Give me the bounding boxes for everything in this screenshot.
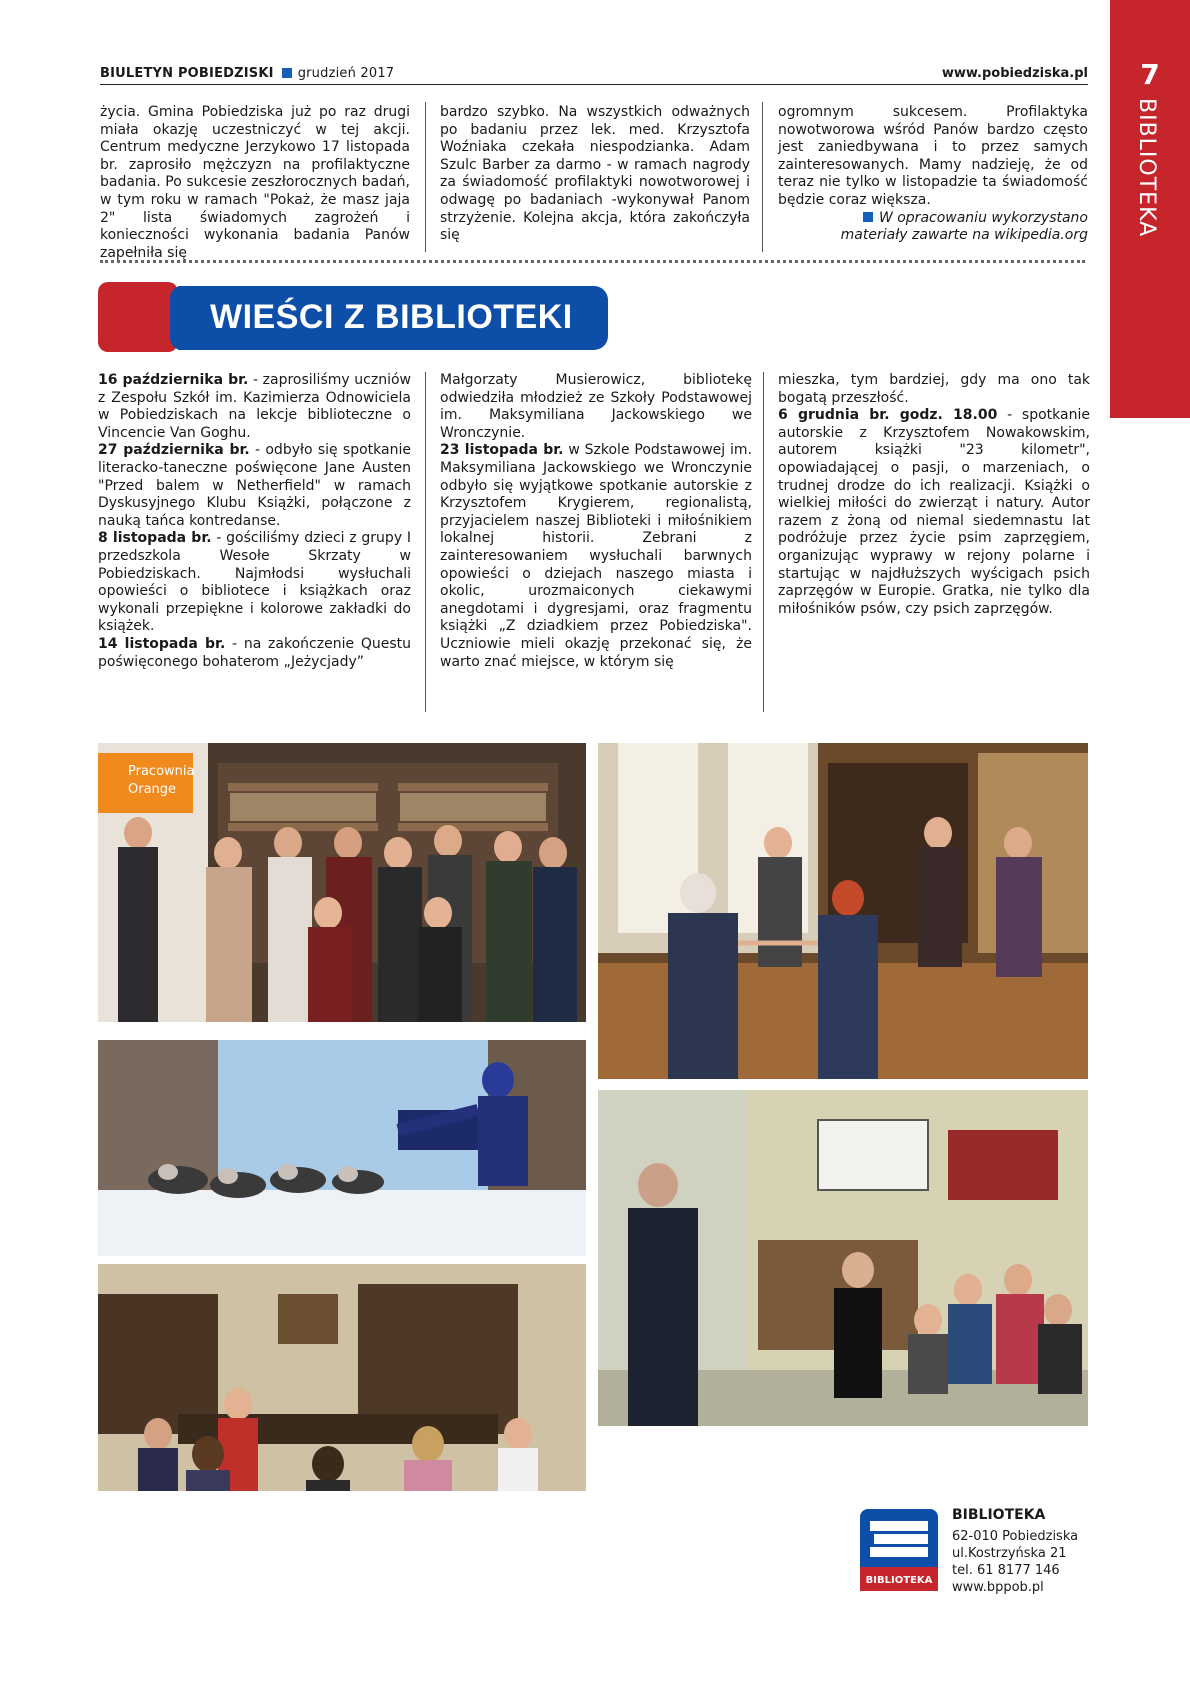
section-side-tab bbox=[1110, 0, 1190, 418]
column-separator bbox=[763, 372, 764, 712]
news-text: - odbyło się spotkanie literacko-taneczne poświęcone Jane Austen "Przed balem w Netherfield" w ramach Dyskusyjnego Klubu Książki, połączone z nauką tańca kontredanse. bbox=[98, 442, 411, 529]
news-text: mieszka, tym bardziej, gdy ma ono tak bogatą przeszłość. bbox=[778, 372, 1090, 406]
column-separator bbox=[425, 102, 426, 252]
header-square-icon bbox=[282, 68, 292, 78]
news-date: 8 listopada br. bbox=[98, 530, 212, 547]
column-separator bbox=[762, 102, 763, 252]
photo-group-library bbox=[98, 743, 586, 1022]
header-divider bbox=[100, 84, 1088, 85]
news-text: - spotkanie autorskie z Krzysztofem Nowakowskim, autorem książki "23 kilometr", opowiadającej o pasji, o marzeniach, o trudnej drodze do ich realizacji. Książki o wielkiej miłości do zwierząt i natury. Autor razem z żoną od niemal siedemnastu lat podróżuje przez życie psim zaprzęgiem, organizując wyprawy w rejony polarne i startując w najdłuższych wyścigach psich zaprzęgów w Europie. Gratka, nie tylko dla miłośników psów, czy psich zaprzęgów. bbox=[778, 407, 1090, 617]
contact-title: BIBLIOTEKA bbox=[952, 1507, 1046, 1523]
photo-sign-text: Pracownia bbox=[128, 764, 195, 779]
contact-website-link[interactable]: www.bppob.pl bbox=[952, 1580, 1044, 1595]
top-column-1-text: życia. Gmina Pobiedziska już po raz drugi miała okazję uczestniczyć w tej akcji. Centrum medyczne Jerzykowo 17 listopada br. zaprosiło mężczyzn na profilaktyczne badania. Po sukcesie zeszłorocznych badań, w tym roku w ramach "Pokaż, że masz jaja 2" lista świadomych zagrożeń i konieczności wykonania badania Panów zapełniła się bbox=[100, 104, 410, 261]
top-column-1 bbox=[100, 104, 410, 262]
section-label-wrapper bbox=[1134, 98, 1170, 378]
news-text: - gościliśmy dzieci z grupy I przedszkola Wesołe Skrzaty w Pobiedziskach. Najmłodsi wysłuchali opowieści o bibliotece i książkach oraz wykonali przepiękne i kolorowe zakładki do książek. bbox=[98, 530, 411, 635]
top-column-2-text: bardzo szybko. Na wszystkich odważnych po badaniu przez lek. med. Krzysztofa Woźniaka czekała niespodzianka. Adam Szulc Barber za darmo - w ramach nagrody za świadomość profilaktyki nowotworowej i odwagę po badaniach -wykonywał Panom strzyżenie. Kolejna akcja, która zakończyła się bbox=[440, 104, 750, 244]
header-website-link[interactable]: www.pobiedziska.pl bbox=[941, 66, 1088, 81]
page-number: 7 bbox=[1140, 58, 1160, 91]
news-date: 14 listopada br. bbox=[98, 635, 226, 652]
news-item bbox=[98, 372, 411, 442]
issue-date: grudzień 2017 bbox=[297, 66, 395, 81]
publication-title: BIULETYN POBIEDZISKI bbox=[100, 66, 274, 81]
library-contact bbox=[952, 1507, 1078, 1596]
news-item bbox=[98, 636, 411, 671]
source-note-line1: W opracowaniu wykorzystano bbox=[878, 209, 1088, 226]
news-item bbox=[778, 407, 1090, 618]
source-note bbox=[778, 210, 1088, 228]
library-logo bbox=[858, 1507, 940, 1593]
top-column-3 bbox=[778, 104, 1088, 245]
note-square-icon bbox=[863, 212, 873, 222]
contact-address-line: 62-010 Pobiedziska bbox=[952, 1529, 1079, 1544]
news-text: - zaprosiliśmy uczniów z Zespołu Szkół im. Kazimierza Odnowiciela w Pobiedziskach na lekcje biblioteczne o Vincencie Van Goghu. bbox=[98, 372, 411, 441]
column-separator bbox=[425, 372, 426, 712]
photo-sled-dogs bbox=[98, 1040, 586, 1256]
library-column-2 bbox=[440, 372, 752, 671]
news-text: w Szkole Podstawowej im. Maksymiliana Jackowskiego we Wronczynie odbyło się wyjątkowe spotkanie autorskie z Krzysztofem Krygierem, regionalistą, przyjacielem naszej Biblioteki i miłośnikiem lokalnej historii. Zebrani z zainteresowaniem wysłuchali barwnych opowieści o dziejach naszego miasta i okolic, urozmaiconych ciekawymi anegdotami i dygresjami, oraz fragmentu książki „Z dziadkiem przez Pobiedziska". Uczniowie mieli okazję przekonać się, że warto znać miejsce, w którym się bbox=[440, 442, 752, 670]
banner-red-block bbox=[98, 282, 178, 352]
photo-sign-text: Orange bbox=[128, 782, 177, 797]
news-text: Małgorzaty Musierowicz, bibliotekę odwiedziła młodzież ze Szkoły Podstawowej im. Maksymiliana Jackowskiego we Wronczynie. bbox=[440, 372, 752, 441]
news-item bbox=[98, 442, 411, 530]
contact-phone: tel. 61 8177 146 bbox=[952, 1563, 1060, 1578]
news-date: 16 października br. bbox=[98, 372, 249, 388]
section-title: WIEŚCI Z BIBLIOTEKI bbox=[210, 298, 573, 336]
publication-header bbox=[100, 66, 394, 81]
source-note-line2: materiały zawarte na wikipedia.org bbox=[840, 227, 1088, 244]
news-date: 27 października br. bbox=[98, 442, 250, 459]
dotted-divider bbox=[100, 260, 1085, 263]
news-date: 23 listopada br. bbox=[440, 442, 564, 459]
contact-street: ul.Kostrzyńska 21 bbox=[952, 1546, 1067, 1561]
section-label: BIBLIOTEKA bbox=[1134, 98, 1159, 238]
top-column-3-text: ogromnym sukcesem. Profilaktyka nowotworowa wśród Panów bardzo często jest zaniedbywana i to przez samych zainteresowanych. Mamy nadzieję, że od teraz nie tylko w listopadzie ta świadomość będzie coraz większa. bbox=[778, 104, 1088, 208]
photo-author-meeting bbox=[598, 1090, 1088, 1426]
news-date: 6 grudnia br. godz. 18.00 bbox=[778, 407, 998, 424]
news-item bbox=[440, 442, 752, 671]
news-item bbox=[98, 530, 411, 636]
library-column-3 bbox=[778, 372, 1090, 618]
logo-label: BIBLIOTEKA bbox=[865, 1575, 933, 1586]
book-stack-icon bbox=[858, 1507, 940, 1593]
library-column-1 bbox=[98, 372, 411, 671]
photo-dancing bbox=[598, 743, 1088, 1079]
photo-children-library bbox=[98, 1264, 586, 1491]
news-text: - na zakończenie Questu poświęconego bohaterom „Jeżycjady” bbox=[98, 635, 411, 670]
top-column-2 bbox=[440, 104, 750, 245]
